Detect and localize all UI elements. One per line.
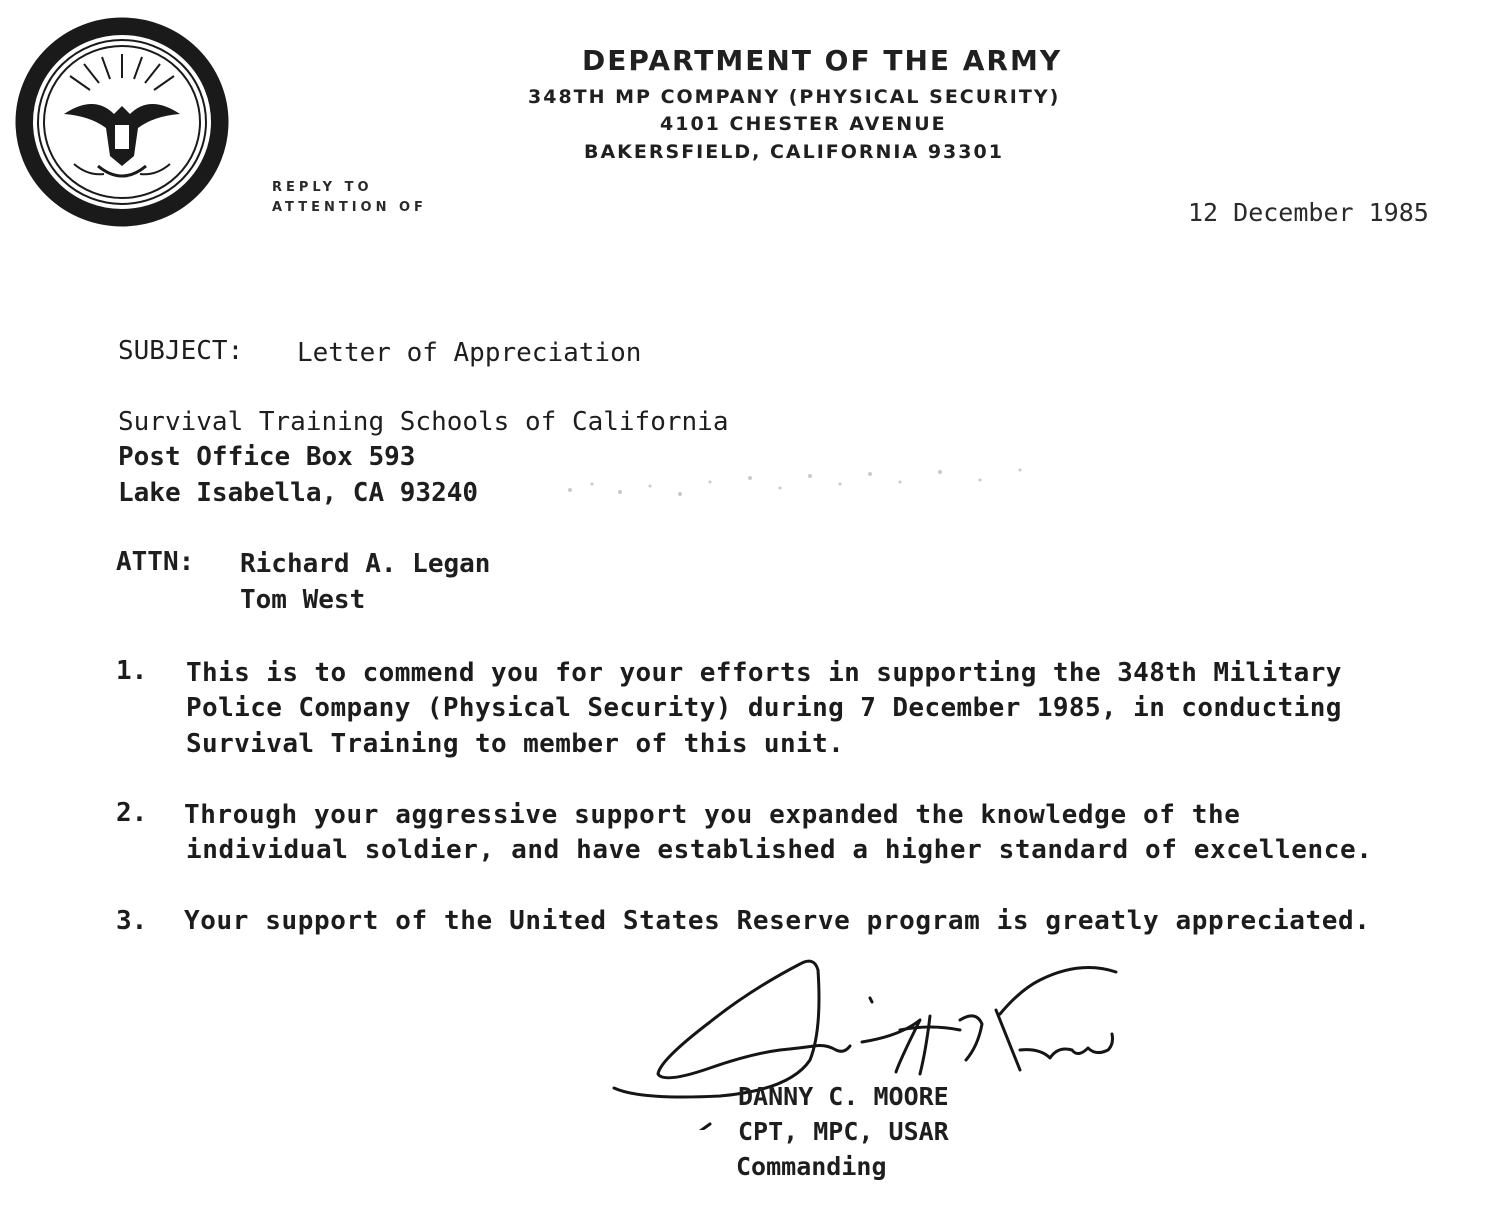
print-smudge bbox=[540, 462, 1100, 512]
letterhead-street: 4101 CHESTER AVENUE bbox=[660, 113, 947, 135]
paragraph-line: Survival Training to member of this unit. bbox=[186, 729, 845, 759]
attention-label: ATTN: bbox=[116, 547, 195, 577]
paragraph-line: individual soldier, and have established a higher standard of excellence. bbox=[186, 835, 1373, 865]
paragraph-line: This is to commend you for your efforts in supporting the 348th Military bbox=[186, 658, 1342, 688]
address-line-1: Survival Training Schools of California bbox=[118, 407, 729, 437]
paragraph-number: 3. bbox=[116, 906, 148, 936]
reply-to-block bbox=[272, 178, 427, 218]
department-of-defense-seal-icon bbox=[14, 16, 230, 228]
signer-rank: CPT, MPC, USAR bbox=[738, 1117, 949, 1146]
paragraph-number: 1. bbox=[116, 656, 148, 686]
subject-label: SUBJECT: bbox=[118, 336, 244, 366]
letterhead-unit: 348TH MP COMPANY (PHYSICAL SECURITY) bbox=[528, 86, 1061, 108]
signer-title: Commanding bbox=[736, 1152, 887, 1181]
subject-text: Letter of Appreciation bbox=[297, 338, 642, 368]
attention-name-1: Richard A. Legan bbox=[240, 549, 491, 579]
paragraph-number: 2. bbox=[116, 798, 148, 828]
letterhead-city: BAKERSFIELD, CALIFORNIA 93301 bbox=[584, 141, 1004, 163]
attention-name-2: Tom West bbox=[240, 585, 366, 615]
paragraph-line: Your support of the United States Reserve program is greatly appreciated. bbox=[184, 906, 1371, 936]
paragraph-line: Through your aggressive support you expanded the knowledge of the bbox=[184, 800, 1241, 830]
address-line-3: Lake Isabella, CA 93240 bbox=[118, 478, 479, 508]
paragraph-line: Police Company (Physical Security) during 7 December 1985, in conducting bbox=[186, 693, 1342, 723]
attention-of-label: ATTENTION OF bbox=[272, 200, 427, 215]
letter-date: 12 December 1985 bbox=[1188, 198, 1429, 227]
reply-to-label: REPLY TO bbox=[272, 180, 373, 195]
signer-name: DANNY C. MOORE bbox=[738, 1082, 949, 1111]
address-line-2: Post Office Box 593 bbox=[118, 442, 416, 472]
letterhead-title: DEPARTMENT OF THE ARMY bbox=[582, 44, 1063, 77]
